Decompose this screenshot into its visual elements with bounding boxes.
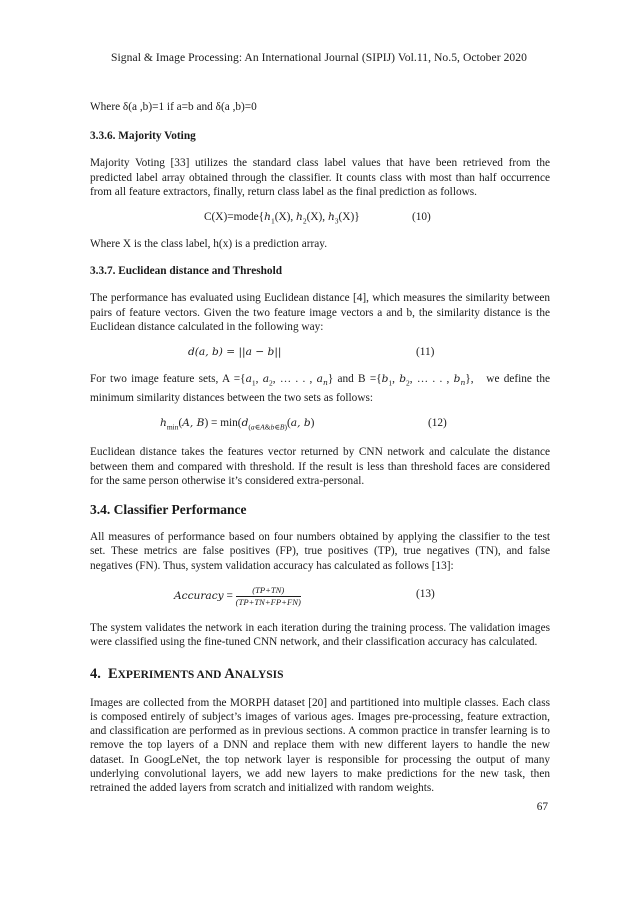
page-content xyxy=(90,100,550,796)
delta-definition: Where δ(a ,b)=1 if a=b and δ(a ,b)=0 xyxy=(90,101,257,113)
equation-13: Accuracy = $\frac{(TP+TN)}{(TP+TN+FP+FN)}$ (13) xyxy=(174,585,435,607)
validation-paragraph: The system validates the network in each iteration during the training process. The validation images were classified using the fine-tuned CNN network, and their classification accuracy has calculated. xyxy=(90,622,550,649)
equation-10: $C(X)=mode\{h_1(X)$, $h_2(X)$, $h_3(X)$} (10) xyxy=(204,211,431,226)
equation-11-number: (11) xyxy=(416,346,435,359)
equation-12: $h_{min}(A$, $B) = \min(d_{(a\in A\&b\in B)}(a$, b) (12) xyxy=(160,417,447,432)
euclidean-paragraph: The performance has evaluated using Euclidean distance [4], which measures the similarity between pairs of feature vectors. Given the two feature image vectors a and b, the similarity distance is the Euclidean distance calculated in the following way: xyxy=(90,292,550,334)
equation-11: d(a, b) = ||a − b|| (11) xyxy=(188,346,435,359)
equation-12-number: (12) xyxy=(428,417,447,430)
section-3-3-6-title: 3.3.6. Majority Voting xyxy=(90,130,196,143)
class-label-note: Where X is the class label, h(x) is a prediction array. xyxy=(90,238,328,251)
section-4-title: 4. EXPERIMENTS AND ANALYSIS xyxy=(90,665,284,682)
classifier-performance-paragraph: All measures of performance based on four numbers obtained by applying the classifier to the test set. These metrics are false positives (FP), true positives (TP), true negatives (TN), and false negatives (FN). Thus, system validation accuracy has calculated as follows [13]: xyxy=(90,531,550,572)
section-3-3-7-title: 3.3.7. Euclidean distance and Threshold xyxy=(90,265,282,278)
equation-10-number: (10) xyxy=(412,211,431,224)
experiments-paragraph: Images are collected from the MORPH dataset [20] and partitioned into multiple classes. Each class is composed entirely of subject’s images of various ages. Images pre-processing, feature extraction, and classification are performed as in previous sections. A common practice in transfer learning is to remove the top layers of a DNN and replace them with new different layers to handle the new dataset. In GoogLeNet, the top network layer is responsible for processing the output of many underlying convolutional layers, we add new layers to make predictions for the new task, then retrained the added layers from scratch and initialized with random weights. xyxy=(90,696,550,795)
journal-header: Signal & Image Processing: An International Journal (SIPIJ) Vol.11, No.5, October 2020 xyxy=(111,51,527,64)
feature-sets-paragraph: For two image feature sets, $A =\{a_1$, $a_2$, … . . , $a_n$} and $B =\{b_1$, $b_2$, … . . , $b_n$}, we define the minimum similarity distances between the two sets as follows: xyxy=(90,373,550,404)
section-3-4-title: 3.4. Classifier Performance xyxy=(90,502,247,518)
page-number: 67 xyxy=(536,801,548,813)
equation-13-number: (13) xyxy=(416,588,435,600)
majority-voting-paragraph: Majority Voting [33] utilizes the standard class label values that have been retrieved from the predicted label array obtained through the classifier. It counts class with most than half occurrence from all feature extractors, finally, return class label as the final prediction as follows. xyxy=(90,157,550,198)
threshold-paragraph: Euclidean distance takes the features vector returned by CNN network and calculate the distance between them and compared with threshold. If the result is less than threshold faces are considered for the same person otherwise it’s considered extra-personal. xyxy=(90,446,550,487)
